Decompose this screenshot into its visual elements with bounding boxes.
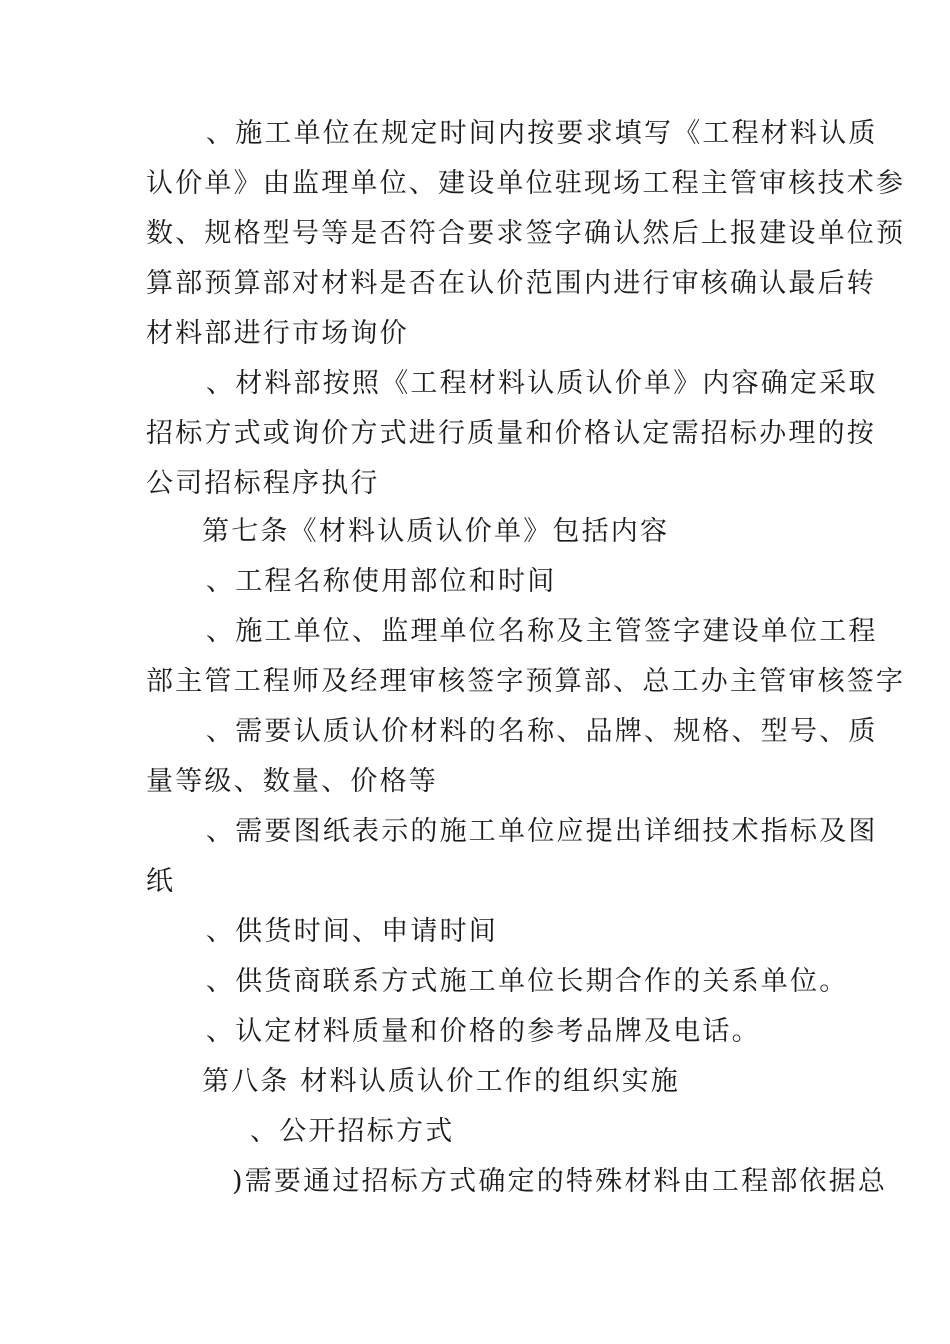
item-materials-line-1: 、需要认质认价材料的名称、品牌、规格、型号、质 [206,716,878,747]
sub-item-special-materials: )需要通过招标方式确定的特殊材料由工程部依据总 [232,1166,888,1197]
paragraph-1-line-4: 算部预算部对材料是否在认价范围内进行审核确认最后转 [146,268,876,299]
paragraph-2-line-3: 公司招标程序执行 [146,468,380,499]
paragraph-2-line-2: 招标方式或询价方式进行质量和价格认定需招标办理的按 [146,418,876,449]
item-drawings-line-2: 纸 [146,866,176,897]
article-7-heading: 第七条《材料认质认价单》包括内容 [202,516,670,547]
item-supplier-contact: 、供货商联系方式施工单位长期合作的关系单位。 [206,966,849,997]
item-public-tender: 、公开招标方式 [250,1116,455,1147]
item-drawings-line-1: 、需要图纸表示的施工单位应提出详细技术指标及图 [206,816,878,847]
paragraph-1-line-3: 数、规格型号等是否符合要求签字确认然后上报建设单位预 [146,218,906,249]
paragraph-2-line-1: 、材料部按照《工程材料认质认价单》内容确定采取 [206,368,878,399]
paragraph-1-line-2: 认价单》由监理单位、建设单位驻现场工程主管审核技术参 [146,168,906,199]
paragraph-1-line-5: 材料部进行市场询价 [146,318,409,349]
item-signatures-line-2: 部主管工程师及经理审核签字预算部、总工办主管审核签字 [146,666,906,697]
item-supply-time: 、供货时间、申请时间 [206,916,498,947]
item-signatures-line-1: 、施工单位、监理单位名称及主管签字建设单位工程 [206,616,878,647]
article-8-heading: 第八条 材料认质认价工作的组织实施 [202,1066,680,1097]
item-project-name: 、工程名称使用部位和时间 [206,566,557,597]
item-reference-brand: 、认定材料质量和价格的参考品牌及电话。 [206,1016,761,1047]
item-materials-line-2: 量等级、数量、价格等 [146,766,438,797]
paragraph-1-line-1: 、施工单位在规定时间内按要求填写《工程材料认质 [206,118,878,149]
